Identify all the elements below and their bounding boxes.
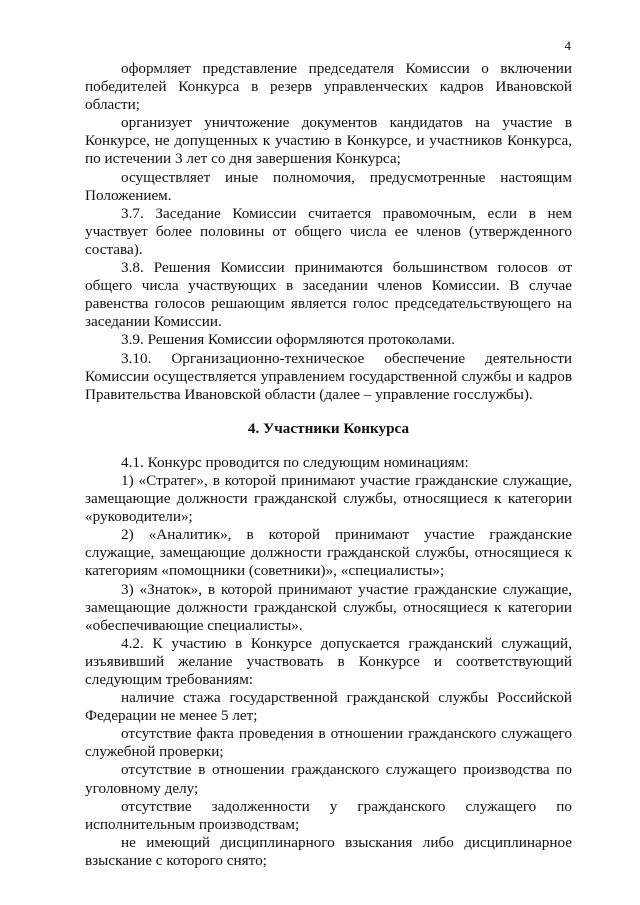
section-heading: 4. Участники Конкурса [247,419,410,437]
page-number: 4 [564,38,571,53]
paragraph: 4.1. Конкурс проводится по следующим номинациям: [121,453,469,471]
paragraph: не имеющий дисциплинарного взыскания либо дисциплинарное взыскание с которого снято; [85,833,572,869]
paragraph: 3.8. Решения Комиссии принимаются большинством голосов от общего числа участвующих в заседании членов Комиссии. В случае равенства голосов решающим является голос председательствующего на заседании Комиссии. [85,259,572,331]
paragraph: оформляет представление председателя Комиссии о включении победителей Конкурса в резерв управленческих кадров Ивановской области; [85,60,572,114]
paragraph: 3) «Знаток», в которой принимают участие гражданские служащие, замещающие должности гражданской службы, относящиеся к категории «обеспечивающие специалисты». [85,580,572,634]
paragraph: 3.7. Заседание Комиссии считается правомочным, если в нем участвует более половины от общего числа ее членов (утвержденного состава). [85,204,572,258]
paragraph: отсутствие факта проведения в отношении гражданского служащего служебной проверки; [85,725,572,761]
paragraph: 3.9. Решения Комиссии оформляются протоколами. [121,331,456,349]
paragraph: организует уничтожение документов кандидатов на участие в Конкурсе, не допущенных к участию в Конкурсе, и участников Конкурса, по истечении 3 лет со дня завершения Конкурса; [85,114,572,168]
paragraph: 3.10. Организационно-техническое обеспечение деятельности Комиссии осуществляется управлением государственной службы и кадров Правительства Ивановской области (далее – управление госслужбы). [85,349,572,403]
document-body [85,60,572,870]
paragraph: 2) «Аналитик», в которой принимают участие гражданские служащие, замещающие должности гражданской службы, относящиеся к категориям «помощники (советники)», «специалисты»; [85,526,572,580]
paragraph: отсутствие в отношении гражданского служащего производства по уголовному делу; [85,761,572,797]
paragraph: наличие стажа государственной гражданской службы Российской Федерации не менее 5 лет; [85,689,572,725]
paragraph: 1) «Стратег», в которой принимают участие гражданские служащие, замещающие должности гражданской службы, относящиеся к категории «руководители»; [85,471,572,526]
paragraph: осуществляет иные полномочия, предусмотренные настоящим Положением. [85,168,572,204]
paragraph: отсутствие задолженности у гражданского служащего по исполнительным производствам; [85,797,572,833]
paragraph: 4.2. К участию в Конкурсе допускается гражданский служащий, изъявивший желание участвовать в Конкурсе и соответствующий следующим требованиям: [85,634,572,688]
